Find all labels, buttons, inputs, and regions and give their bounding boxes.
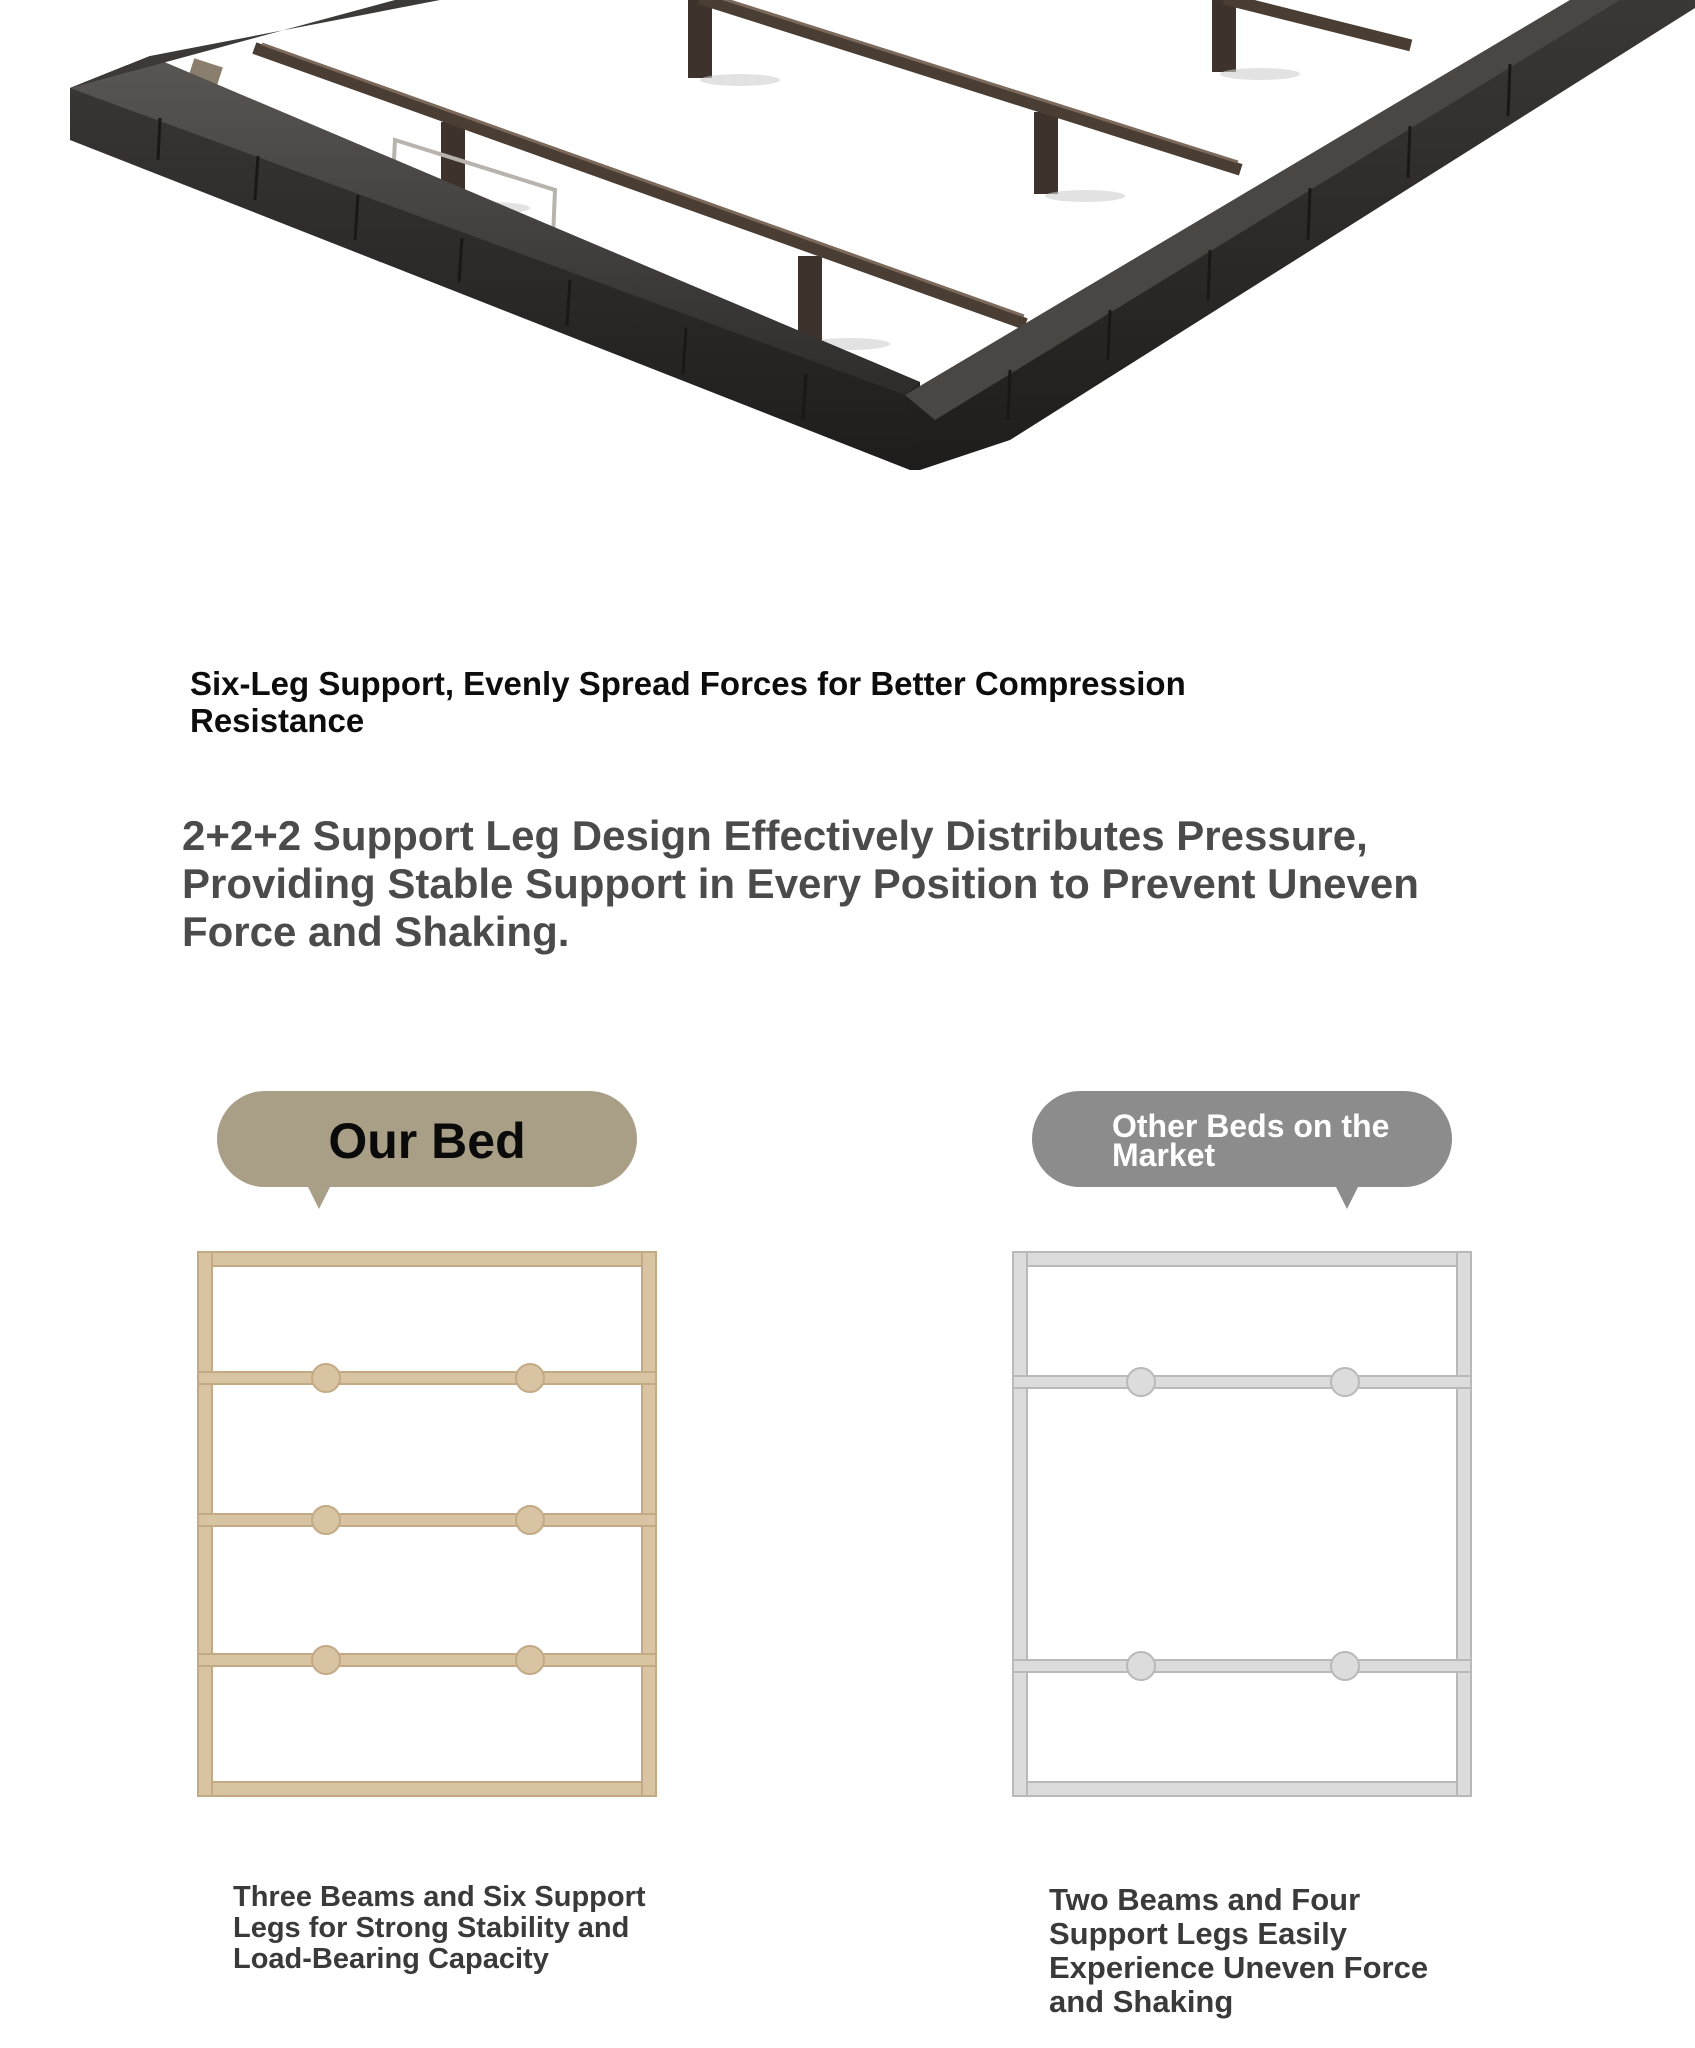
frame-top-rail — [1013, 1252, 1471, 1266]
beam-2 — [198, 1514, 656, 1526]
support-leg — [516, 1506, 544, 1534]
frame-bottom-rail — [198, 1782, 656, 1796]
other-beds-caption: Two Beams and Four Support Legs Easily Experience Uneven Force and Shaking — [1049, 1882, 1429, 2019]
other-beds-badge-tail — [1334, 1183, 1360, 1209]
other-beds-frame-diagram — [1011, 1250, 1473, 1798]
support-leg — [1127, 1652, 1155, 1680]
frame-bottom-rail — [1013, 1782, 1471, 1796]
support-leg — [516, 1646, 544, 1674]
support-leg — [1331, 1368, 1359, 1396]
our-bed-label: Our Bed — [328, 1113, 526, 1169]
our-bed-badge-tail — [306, 1183, 332, 1209]
other-beds-badge — [1032, 1091, 1452, 1187]
beam-2 — [1013, 1660, 1471, 1672]
support-leg — [516, 1364, 544, 1392]
our-bed-frame-diagram — [196, 1250, 658, 1798]
support-leg — [1331, 1652, 1359, 1680]
support-leg — [312, 1364, 340, 1392]
other-beds-label: Other Beds on the Market — [1112, 1108, 1390, 1173]
feature-subheading: 2+2+2 Support Leg Design Effectively Distributes Pressure, Providing Stable Support in Every Position to Prevent Uneven Force and Shaking. — [182, 812, 1419, 955]
support-leg — [312, 1506, 340, 1534]
support-leg — [312, 1646, 340, 1674]
our-bed-caption: Three Beams and Six Support Legs for Strong Stability and Load-Bearing Capacity — [233, 1881, 646, 1975]
support-leg — [1127, 1368, 1155, 1396]
leather-rail-right — [905, 0, 1695, 470]
beam-1 — [198, 1372, 656, 1384]
frame-left-rail — [1013, 1252, 1027, 1796]
frame-top-rail — [198, 1252, 656, 1266]
beam-3 — [198, 1654, 656, 1666]
our-bed-badge — [217, 1091, 637, 1187]
feature-heading: Six-Leg Support, Evenly Spread Forces for Better Compression Resistance — [190, 665, 1186, 739]
beam-1 — [1013, 1376, 1471, 1388]
frame-right-rail — [1457, 1252, 1471, 1796]
bed-frame-photo — [0, 0, 1695, 500]
